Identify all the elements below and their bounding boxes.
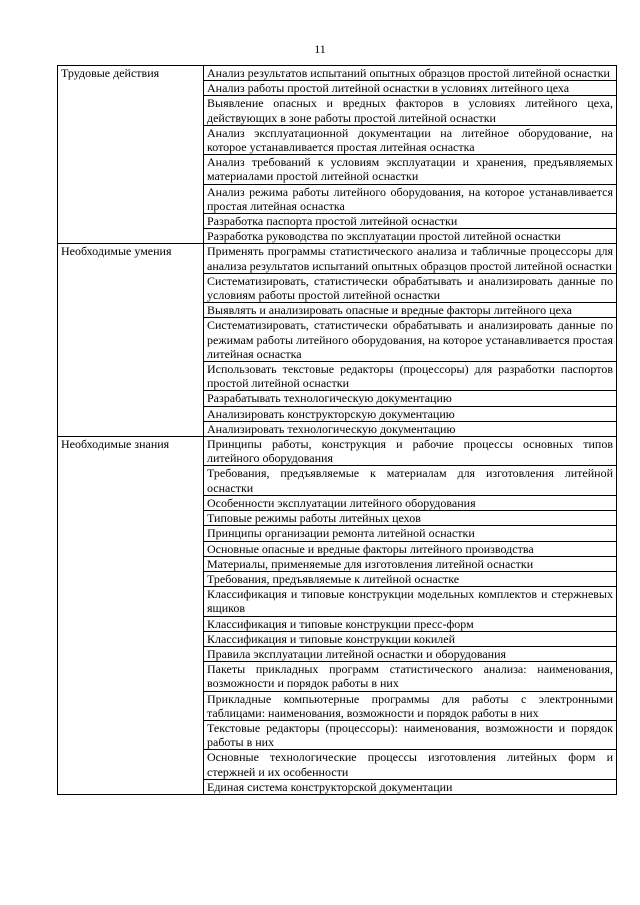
requirement-item: Анализ требований к условиям эксплуатации и хранения, предъявляемых материалами простой литейной оснастки [204, 155, 617, 184]
requirement-item: Особенности эксплуатации литейного оборудования [204, 495, 617, 510]
requirement-item: Принципы работы, конструкция и рабочие процессы основных типов литейного оборудования [204, 437, 617, 466]
requirements-table-body [58, 66, 617, 795]
table-row [58, 437, 617, 466]
requirement-item: Выявлять и анализировать опасные и вредные факторы литейного цеха [204, 303, 617, 318]
page-number: 11 [314, 42, 326, 56]
requirement-item: Разработка руководства по эксплуатации простой литейной оснастки [204, 229, 617, 244]
requirement-item: Текстовые редакторы (процессоры): наименования, возможности и порядок работы в них [204, 720, 617, 749]
requirement-item: Систематизировать, статистически обрабатывать и анализировать данные по условиям работы простой литейной оснастки [204, 273, 617, 302]
section-label: Трудовые действия [58, 66, 204, 244]
section-label: Необходимые умения [58, 244, 204, 437]
requirement-item: Основные опасные и вредные факторы литейного производства [204, 541, 617, 556]
requirement-item: Разработка паспорта простой литейной оснастки [204, 214, 617, 229]
requirement-item: Классификация и типовые конструкции модельных комплектов и стержневых ящиков [204, 587, 617, 616]
requirement-item: Систематизировать, статистически обрабатывать и анализировать данные по режимам работы литейного оборудования, на которое устанавливается простая литейная оснастка [204, 318, 617, 362]
requirement-item: Анализировать технологическую документацию [204, 421, 617, 436]
requirement-item: Классификация и типовые конструкции кокилей [204, 631, 617, 646]
requirement-item: Разрабатывать технологическую документацию [204, 391, 617, 406]
requirement-item: Анализ эксплуатационной документации на литейное оборудование, на которое устанавливается простая литейная оснастка [204, 125, 617, 154]
requirement-item: Требования, предъявляемые к материалам для изготовления литейной оснастки [204, 466, 617, 495]
requirements-table [57, 65, 617, 795]
requirement-item: Классификация и типовые конструкции пресс-форм [204, 616, 617, 631]
requirement-item: Анализ режима работы литейного оборудования, на которое устанавливается простая литейная оснастка [204, 184, 617, 213]
requirement-item: Анализ результатов испытаний опытных образцов простой литейной оснастки [204, 66, 617, 81]
requirement-item: Прикладные компьютерные программы для работы с электронными таблицами: наименования, возможности и порядок работы в них [204, 691, 617, 720]
requirement-item: Типовые режимы работы литейных цехов [204, 511, 617, 526]
requirement-item: Анализ работы простой литейной оснастки в условиях литейного цеха [204, 81, 617, 96]
requirement-item: Требования, предъявляемые к литейной оснастке [204, 571, 617, 586]
requirement-item: Выявление опасных и вредных факторов в условиях литейного цеха, действующих в зоне работы простой литейной оснастки [204, 96, 617, 125]
requirement-item: Принципы организации ремонта литейной оснастки [204, 526, 617, 541]
section-label: Необходимые знания [58, 437, 204, 795]
requirement-item: Анализировать конструкторскую документацию [204, 406, 617, 421]
requirement-item: Материалы, применяемые для изготовления литейной оснастки [204, 556, 617, 571]
table-row [58, 66, 617, 81]
requirement-item: Использовать текстовые редакторы (процессоры) для разработки паспортов простой литейной оснастки [204, 362, 617, 391]
requirement-item: Пакеты прикладных программ статистического анализа: наименования, возможности и порядок работы в них [204, 662, 617, 691]
requirement-item: Основные технологические процессы изготовления литейных форм и стержней и их особенности [204, 750, 617, 779]
table-row [58, 244, 617, 273]
requirement-item: Правила эксплуатации литейной оснастки и оборудования [204, 646, 617, 661]
requirement-item: Единая система конструкторской документации [204, 779, 617, 794]
requirement-item: Применять программы статистического анализа и табличные процессоры для анализа результатов испытаний опытных образцов простой литейной оснастки [204, 244, 617, 273]
